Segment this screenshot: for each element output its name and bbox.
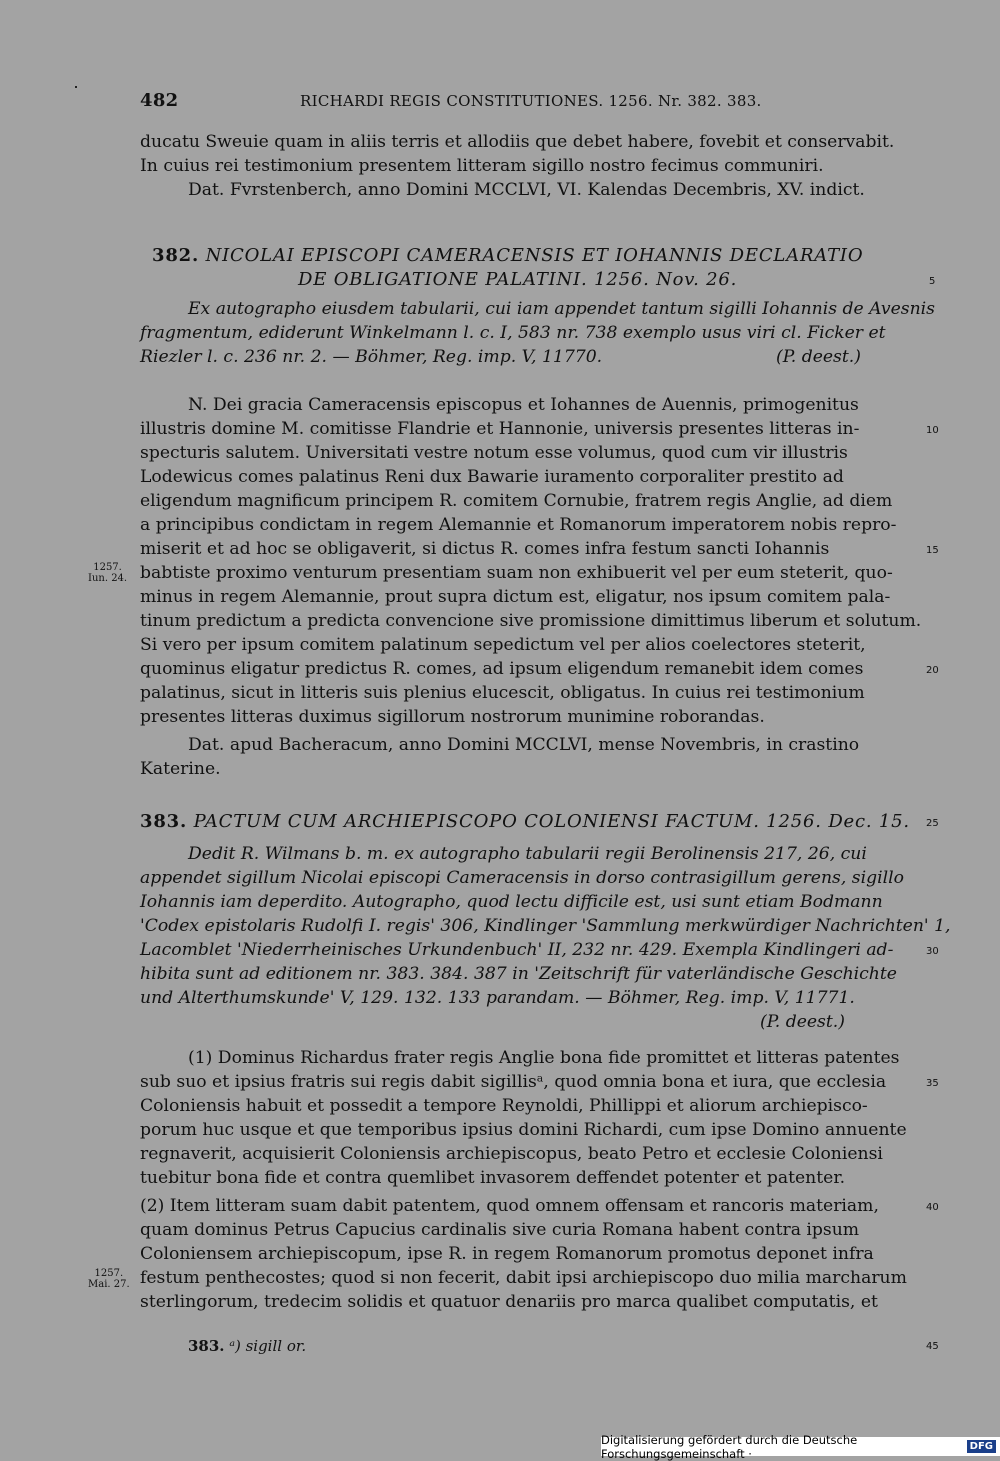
margin-date-day: Mai. 27. (88, 1279, 130, 1290)
footnote-number: 383. (188, 1337, 225, 1355)
scan-speck (75, 86, 77, 88)
doc383-body-line: quam dominus Petrus Capucius cardinalis sive curia Romana habent contra ipsum (140, 1220, 860, 1240)
doc383-body-line: Coloniensem archiepiscopum, ipse R. in regem Romanorum promotus deponet infra (140, 1244, 874, 1264)
line-number: 5 (929, 276, 936, 287)
doc382-number: 382. (152, 245, 200, 266)
doc382-body-line: babtiste proximo venturum presentiam suam non exhibuerit vel per eum steterit, quo- (140, 563, 893, 583)
doc383-source-line: Lacomblet 'Niederrheinisches Urkundenbuch' II, 232 nr. 429. Exempla Kindlingeri ad- (140, 940, 894, 960)
doc382-body-line: presentes litteras duximus sigillorum nostrorum munimine roborandas. (140, 707, 765, 727)
line-number: 20 (926, 665, 939, 676)
doc383-body-line: (1) Dominus Richardus frater regis Anglie bona fide promittet et litteras patentes (188, 1048, 900, 1068)
footnote (188, 1335, 306, 1359)
margin-date-day: Iun. 24. (88, 573, 128, 584)
doc382-source-line: Ex autographo eiusdem tabularii, cui iam appendet tantum sigilli Iohannis de Avesnis (188, 299, 935, 319)
line-number: 30 (926, 946, 939, 957)
doc382-body-line: a principibus condictam in regem Alemannie et Romanorum imperatorem nobis repro- (140, 515, 897, 535)
doc383-body-line: porum huc usque et que temporibus ipsius domini Richardi, cum ipse Domino annuente (140, 1120, 907, 1140)
line-number: 45 (926, 1341, 939, 1352)
doc383-body-line: sterlingorum, tredecim solidis et quatuor denariis pro marca qualibet computatis, et (140, 1292, 878, 1312)
doc383-body-line: (2) Item litteram suam dabit patentem, quod omnem offensam et rancoris materiam, (140, 1196, 879, 1216)
doc383-source-line: Iohannis iam deperdito. Autographo, quod lectu difficile est, usi sunt etiam Bodmann (140, 892, 883, 912)
doc382-body-line: eligendum magnificum principem R. comitem Cornubie, fratrem regis Anglie, ad diem (140, 491, 893, 511)
line-number: 40 (926, 1202, 939, 1213)
doc383-title-line (140, 811, 910, 832)
doc382-body-line: tinum predictum a predicta convencione sive promissione dimittimus liberum et solutum. (140, 611, 922, 631)
doc382-source-line: Riezler l. c. 236 nr. 2. — Böhmer, Reg. imp. V, 11770. (140, 347, 603, 367)
doc383-source-line: hibita sunt ad editionem nr. 383. 384. 387 in 'Zeitschrift für vaterländische Geschichte (140, 964, 897, 984)
running-title: RICHARDI REGIS CONSTITUTIONES. 1256. Nr. 382. 383. (300, 92, 762, 110)
doc383-source-line: und Alterthumskunde' V, 129. 132. 133 parandam. — Böhmer, Reg. imp. V, 11771. (140, 988, 855, 1008)
line-number: 10 (926, 425, 939, 436)
doc383-body-line: festum penthecostes; quod si non fecerit, dabit ipsi archiepiscopo duo milia marcharum (140, 1268, 907, 1288)
doc383-body-line: regnaverit, acquisierit Coloniensis archiepiscopus, beato Petro et ecclesie Coloniensi (140, 1144, 883, 1164)
doc383-body-line: sub suo et ipsius fratris sui regis dabit sigillisᵃ, quod omnia bona et iura, que ecclesia (140, 1072, 887, 1092)
doc382-body-line: Si vero per ipsum comitem palatinum sepedictum vel per alios coelectores steterit, (140, 635, 866, 655)
doc382-body-line: Lodewicus comes palatinus Reni dux Bawarie iuramento corporaliter prestito ad (140, 467, 844, 487)
margin-date-year: 1257. (93, 562, 122, 573)
doc382-title-line1 (152, 245, 863, 266)
dfg-logo: DFG (967, 1440, 996, 1453)
footnote-text: ᵃ) sigill or. (229, 1337, 307, 1355)
doc382-source-pdeest: (P. deest.) (776, 347, 861, 367)
doc382-body-line: quominus eligatur predictus R. comes, ad ipsum eligendum remanebit idem comes (140, 659, 864, 679)
margin-date-year: 1257. (94, 1268, 124, 1279)
doc382-body-line: miserit et ad hoc se obligaverit, si dictus R. comes infra festum sancti Iohannis (140, 539, 830, 559)
doc383-source-line: 'Codex epistolaris Rudolfi I. regis' 306, Kindlinger 'Sammlung merkwürdiger Nachrichten' 1, (140, 916, 951, 936)
digitization-footer (601, 1432, 1000, 1461)
doc383-source-pdeest: (P. deest.) (760, 1012, 845, 1032)
doc383-source-line: Dedit R. Wilmans b. m. ex autographo tabularii regii Berolinensis 217, 26, cui (188, 844, 867, 864)
doc382-body-line: Dat. apud Bacheracum, anno Domini MCCLVI, mense Novembris, in crastino (188, 735, 860, 755)
doc382-source-line: fragmentum, ediderunt Winkelmann l. c. I, 583 nr. 738 exemplo usus viri cl. Ficker et (140, 323, 886, 343)
line-number: 35 (926, 1078, 939, 1089)
doc382-body-line: palatinus, sicut in litteris suis plenius elucescit, obligatus. In cuius rei testimonium (140, 683, 865, 703)
doc382-body-line: Katerine. (140, 759, 221, 779)
doc382-title-line2: DE OBLIGATIONE PALATINI. 1256. Nov. 26. (298, 269, 738, 290)
margin-date (88, 562, 127, 584)
doc382-body-line: specturis salutem. Universitati vestre notum esse volumus, quod cum vir illustris (140, 443, 848, 463)
top-text-line: Dat. Fvrstenberch, anno Domini MCCLVI, VI. Kalendas Decembris, XV. indict. (188, 180, 865, 200)
doc382-body-line: illustris domine M. comitisse Flandrie et Hannonie, universis presentes litteras in- (140, 419, 860, 439)
doc382-body-line: minus in regem Alemannie, prout supra dictum est, eligatur, nos ipsum comitem pala- (140, 587, 891, 607)
doc383-number: 383. (140, 811, 188, 832)
margin-date (88, 1268, 130, 1290)
doc383-body-line: tuebitur bona fide et contra quemlibet invasorem deffendet potenter et patenter. (140, 1168, 846, 1188)
doc383-title: PACTUM CUM ARCHIEPISCOPO COLONIENSI FACTUM. 1256. Dec. 15. (193, 811, 910, 832)
doc382-title: NICOLAI EPISCOPI CAMERACENSIS ET IOHANNIS DECLARATIO (205, 245, 864, 266)
top-text-line: ducatu Sweuie quam in aliis terris et allodiis que debet habere, fovebit et conservabit. (140, 132, 895, 152)
doc383-source-line: appendet sigillum Nicolai episcopi Cameracensis in dorso contrasigillum gerens, sigillo (140, 868, 904, 888)
top-text-line: In cuius rei testimonium presentem litteram sigillo nostro fecimus communiri. (140, 156, 824, 176)
line-number: 15 (926, 545, 939, 556)
doc382-body-line: N. Dei gracia Cameracensis episcopus et Iohannes de Auennis, primogenitus (188, 395, 859, 415)
line-number: 25 (926, 818, 939, 829)
page-number: 482 (140, 90, 179, 111)
doc383-body-line: Coloniensis habuit et possedit a tempore Reynoldi, Phillippi et aliorum archiepisco- (140, 1096, 868, 1116)
footer-text: Digitalisierung gefördert durch die Deutsche Forschungsgemeinschaft · (601, 1432, 858, 1461)
